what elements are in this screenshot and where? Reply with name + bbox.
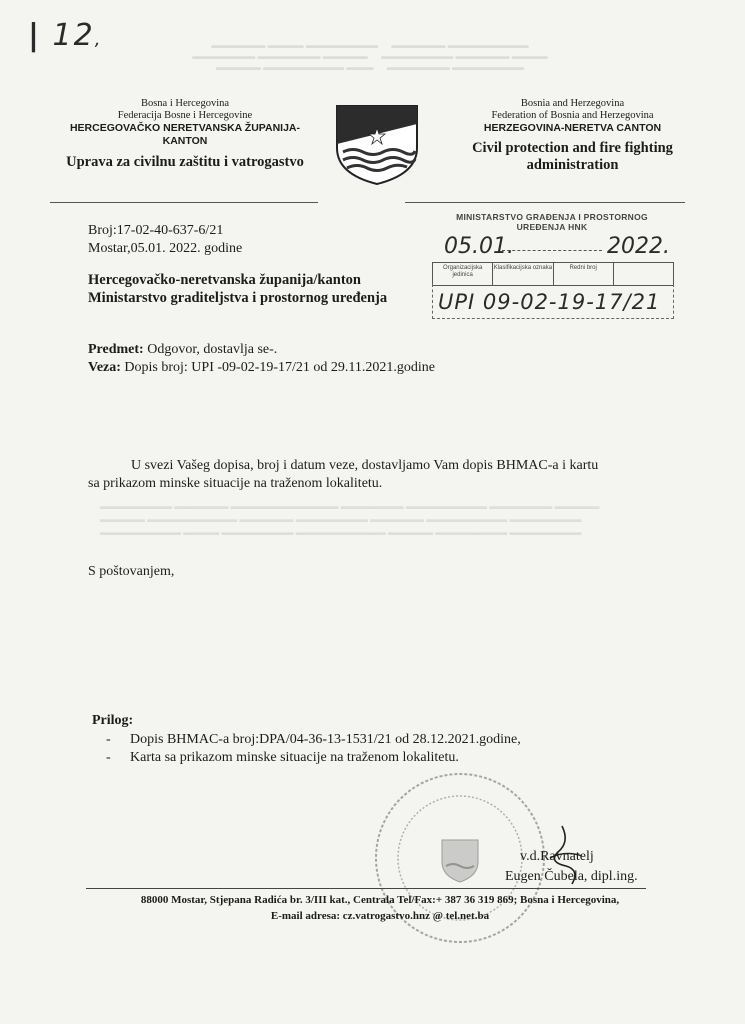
header-right (455, 98, 690, 174)
reference-place-date: Mostar,05.01. 2022. godine (88, 241, 243, 256)
header-rule-left (50, 202, 318, 203)
receipt-stamp-title: MINISTARSTVO GRAĐENJA I PROSTORNOG (456, 212, 648, 222)
header-left-canton-2: KANTON (162, 135, 208, 147)
receipt-stamp-grid (432, 262, 674, 286)
receipt-stamp-col-ordinal: Redni broj (554, 263, 614, 285)
receipt-stamp-handwritten-number: UPI 09-02-19-17/21 (438, 290, 661, 314)
receipt-stamp-date-day: 05.01. (444, 234, 514, 259)
body-paragraph (88, 457, 668, 493)
signature-role: v.d.Ravnatelj (520, 849, 594, 864)
footer (60, 892, 700, 924)
header-left-title: Uprava za civilnu zaštitu i vatrogastvo (66, 154, 304, 170)
subject-label: Predmet: (88, 342, 144, 357)
receipt-stamp-date-year: 2022. (607, 234, 670, 259)
reference-block (88, 222, 242, 258)
link-text: Dopis broj: UPI -09-02-19-17/21 od 29.11.2021.godine (120, 360, 435, 375)
attachment-item: - Dopis BHMAC-a broj:DPA/04-36-13-1531/21 od 28.12.2021.godine, (106, 732, 521, 747)
header-right-title-2: administration (526, 157, 619, 173)
recipient-line-2: Ministarstvo graditeljstva i prostornog uređenja (88, 290, 388, 306)
header-left-canton: HERCEGOVAČKO NERETVANSKA ŽUPANIJA- (69, 122, 301, 134)
receipt-stamp-col-class: Klasifikacijska oznaka (493, 263, 553, 285)
subject-block (88, 341, 435, 377)
header-right-country: Bosnia and Herzegovina (520, 98, 625, 109)
canton-crest-icon (333, 104, 421, 186)
attachment-item: - Karta sa prikazom minske situacije na traženom lokalitetu. (106, 750, 459, 765)
header-right-title: Civil protection and fire fighting (472, 140, 673, 156)
attachments-label: Prilog: (92, 713, 134, 728)
reference-number: Broj:17-02-40-637-6/21 (88, 223, 224, 238)
body-line-1: U svezi Vašeg dopisa, broj i datum veze, dostavljamo Vam dopis BHMAC-a i kartu (131, 458, 599, 473)
bleed-through-text: ▬▬▬▬▬▬ ▬▬▬▬ ▬▬▬▬▬▬▬▬ ▬▬▬▬▬▬ ▬▬▬▬▬▬▬▬▬ ▬▬▬▬▬▬▬ ▬▬▬▬▬▬▬ ▬▬▬▬▬ ▬▬▬▬▬▬▬▬ ▬▬▬▬▬▬ ▬▬▬▬ ▬▬▬▬▬ ▬▬▬▬▬▬▬▬▬ ▬▬▬ ▬▬▬▬▬▬▬ ▬▬▬▬▬▬▬▬ (192, 40, 548, 72)
header-left-country: Bosna i Hercegovina (140, 98, 230, 109)
body-line-2: sa prikazom minske situacije na traženom lokalitetu. (88, 476, 383, 491)
header-left (60, 98, 310, 171)
recipient-line-1: Hercegovačko-neretvanska županija/kanton (88, 272, 361, 288)
header-left-federation: Federacija Bosne i Hercegovine (117, 110, 253, 121)
recipient-block (88, 271, 387, 307)
receipt-stamp-col-blank (614, 263, 673, 285)
footer-address: 88000 Mostar, Stjepana Radića br. 3/III kat., Centrala Tel/Fax:+ 387 36 319 869; Bosna i Hercegovina, (140, 894, 620, 906)
greeting: S poštovanjem, (88, 564, 175, 579)
header-rule-right (405, 202, 685, 203)
signature-name: Eugen Čubela, dipl.ing. (505, 869, 638, 884)
footer-email: E-mail adresa: cz.vatrogastvo.hnz @ tel.net.ba (270, 910, 490, 922)
handwritten-signature (510, 822, 600, 892)
margin-note: | 12, (28, 18, 103, 53)
attachments-block (92, 712, 521, 767)
bleed-through-body: ▬▬▬▬▬▬▬▬ ▬▬▬▬▬▬ ▬▬▬▬▬▬▬▬▬▬▬▬ ▬▬▬▬▬▬▬ ▬▬▬▬▬▬▬▬▬ ▬▬▬▬▬▬▬ ▬▬▬▬▬ ▬▬▬▬▬ ▬▬▬▬▬▬▬▬▬▬ ▬▬▬▬▬▬ ▬▬▬▬▬▬▬▬ ▬▬▬▬▬▬ ▬▬▬▬▬▬▬▬▬ ▬▬▬▬▬▬▬▬ ▬▬▬▬▬▬▬▬▬ ▬▬▬▬ ▬▬▬▬▬▬▬▬ ▬▬▬▬▬▬▬▬▬▬ ▬▬▬▬▬ ▬▬▬▬▬▬▬▬ ▬▬▬▬▬▬▬▬ (100, 501, 600, 537)
receipt-stamp-dash (502, 250, 602, 251)
header-right-federation: Federation of Bosnia and Herzegovina (491, 110, 654, 121)
receipt-stamp-col-org: Organizacijska jedinica (433, 263, 493, 285)
subject-text: Odgovor, dostavlja se-. (143, 342, 278, 357)
header-right-canton: HERZEGOVINA-NERETVA CANTON (483, 122, 662, 134)
footer-rule (86, 888, 646, 889)
link-label: Veza: (88, 360, 121, 375)
receipt-stamp (432, 212, 682, 322)
receipt-stamp-subtitle: UREĐENJA HNK (516, 222, 588, 232)
